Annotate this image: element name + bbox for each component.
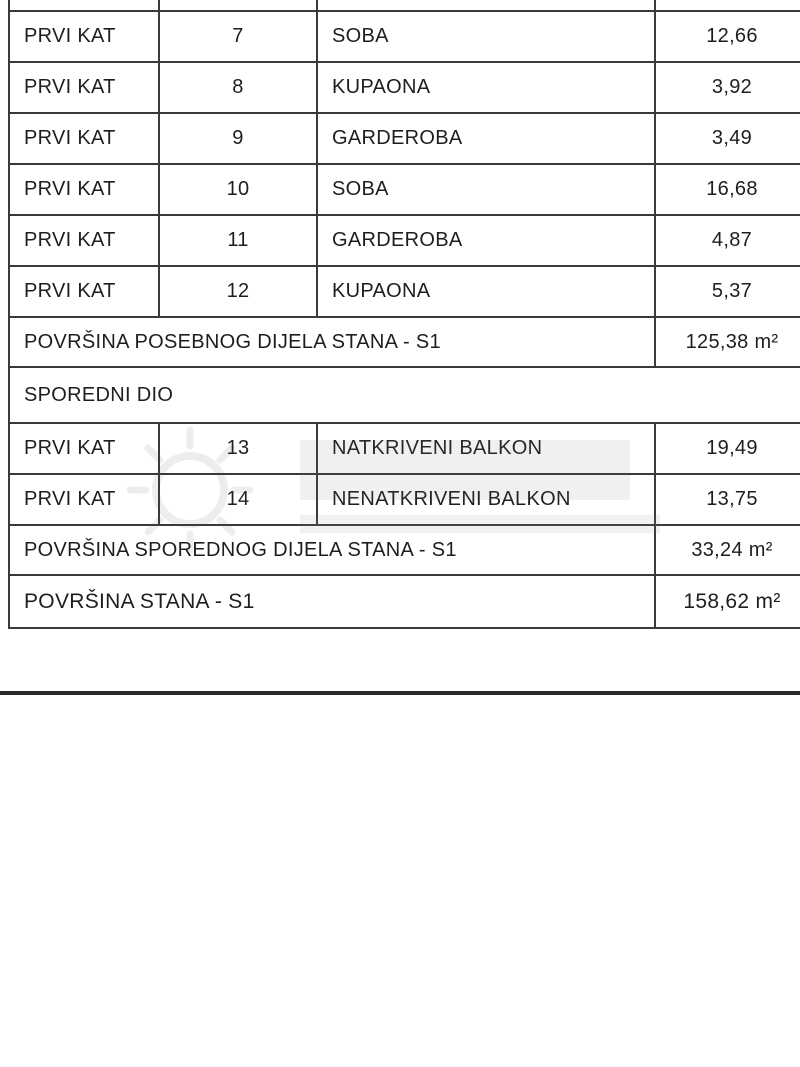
divider xyxy=(0,691,800,695)
floor-cell: PRVI KAT xyxy=(9,113,159,164)
room-name-cell xyxy=(317,0,655,11)
table-row xyxy=(9,423,800,474)
area-cell: 19,49 xyxy=(655,423,800,474)
floor-cell: PRVI KAT xyxy=(9,266,159,317)
main-area-total-value: 125,38 m² xyxy=(655,317,800,367)
secondary-area-total-row xyxy=(9,525,800,575)
main-area-total-label: POVRŠINA POSEBNOG DIJELA STANA - S1 xyxy=(9,317,655,367)
floor-cell xyxy=(9,0,159,11)
area-cell: 4,87 xyxy=(655,215,800,266)
room-number-cell: 8 xyxy=(159,62,317,113)
room-name-cell: KUPAONA xyxy=(317,62,655,113)
table-row xyxy=(9,62,800,113)
floor-cell: PRVI KAT xyxy=(9,215,159,266)
room-name-cell: GARDEROBA xyxy=(317,215,655,266)
floor-cell: PRVI KAT xyxy=(9,164,159,215)
room-number-cell: 12 xyxy=(159,266,317,317)
area-cell: 3,92 xyxy=(655,62,800,113)
room-number-cell: 7 xyxy=(159,11,317,62)
table-row xyxy=(9,113,800,164)
table-row xyxy=(9,164,800,215)
table-row xyxy=(9,11,800,62)
table-row xyxy=(9,0,800,11)
room-name-cell: SOBA xyxy=(317,164,655,215)
main-area-total-row xyxy=(9,317,800,367)
room-name-cell: SOBA xyxy=(317,11,655,62)
secondary-section-label: SPOREDNI DIO xyxy=(9,367,800,423)
floor-cell: PRVI KAT xyxy=(9,423,159,474)
secondary-area-total-value: 33,24 m² xyxy=(655,525,800,575)
area-cell: 13,75 xyxy=(655,474,800,525)
room-number-cell: 13 xyxy=(159,423,317,474)
floor-cell: PRVI KAT xyxy=(9,11,159,62)
apartment-total-row xyxy=(9,575,800,628)
room-number-cell: 14 xyxy=(159,474,317,525)
room-name-cell: KUPAONA xyxy=(317,266,655,317)
room-area-table xyxy=(8,0,800,629)
secondary-area-total-label: POVRŠINA SPOREDNOG DIJELA STANA - S1 xyxy=(9,525,655,575)
area-cell: 3,49 xyxy=(655,113,800,164)
area-cell xyxy=(655,0,800,11)
apartment-total-label: POVRŠINA STANA - S1 xyxy=(9,575,655,628)
area-cell: 5,37 xyxy=(655,266,800,317)
table-row xyxy=(9,474,800,525)
room-name-cell: GARDEROBA xyxy=(317,113,655,164)
area-cell: 12,66 xyxy=(655,11,800,62)
room-number-cell: 9 xyxy=(159,113,317,164)
floor-cell: PRVI KAT xyxy=(9,474,159,525)
room-name-cell: NENATKRIVENI BALKON xyxy=(317,474,655,525)
table-row xyxy=(9,215,800,266)
floor-cell: PRVI KAT xyxy=(9,62,159,113)
secondary-section-row xyxy=(9,367,800,423)
apartment-total-value: 158,62 m² xyxy=(655,575,800,628)
room-number-cell: 11 xyxy=(159,215,317,266)
table-row xyxy=(9,266,800,317)
area-cell: 16,68 xyxy=(655,164,800,215)
room-number-cell: 10 xyxy=(159,164,317,215)
room-name-cell: NATKRIVENI BALKON xyxy=(317,423,655,474)
room-number-cell xyxy=(159,0,317,11)
